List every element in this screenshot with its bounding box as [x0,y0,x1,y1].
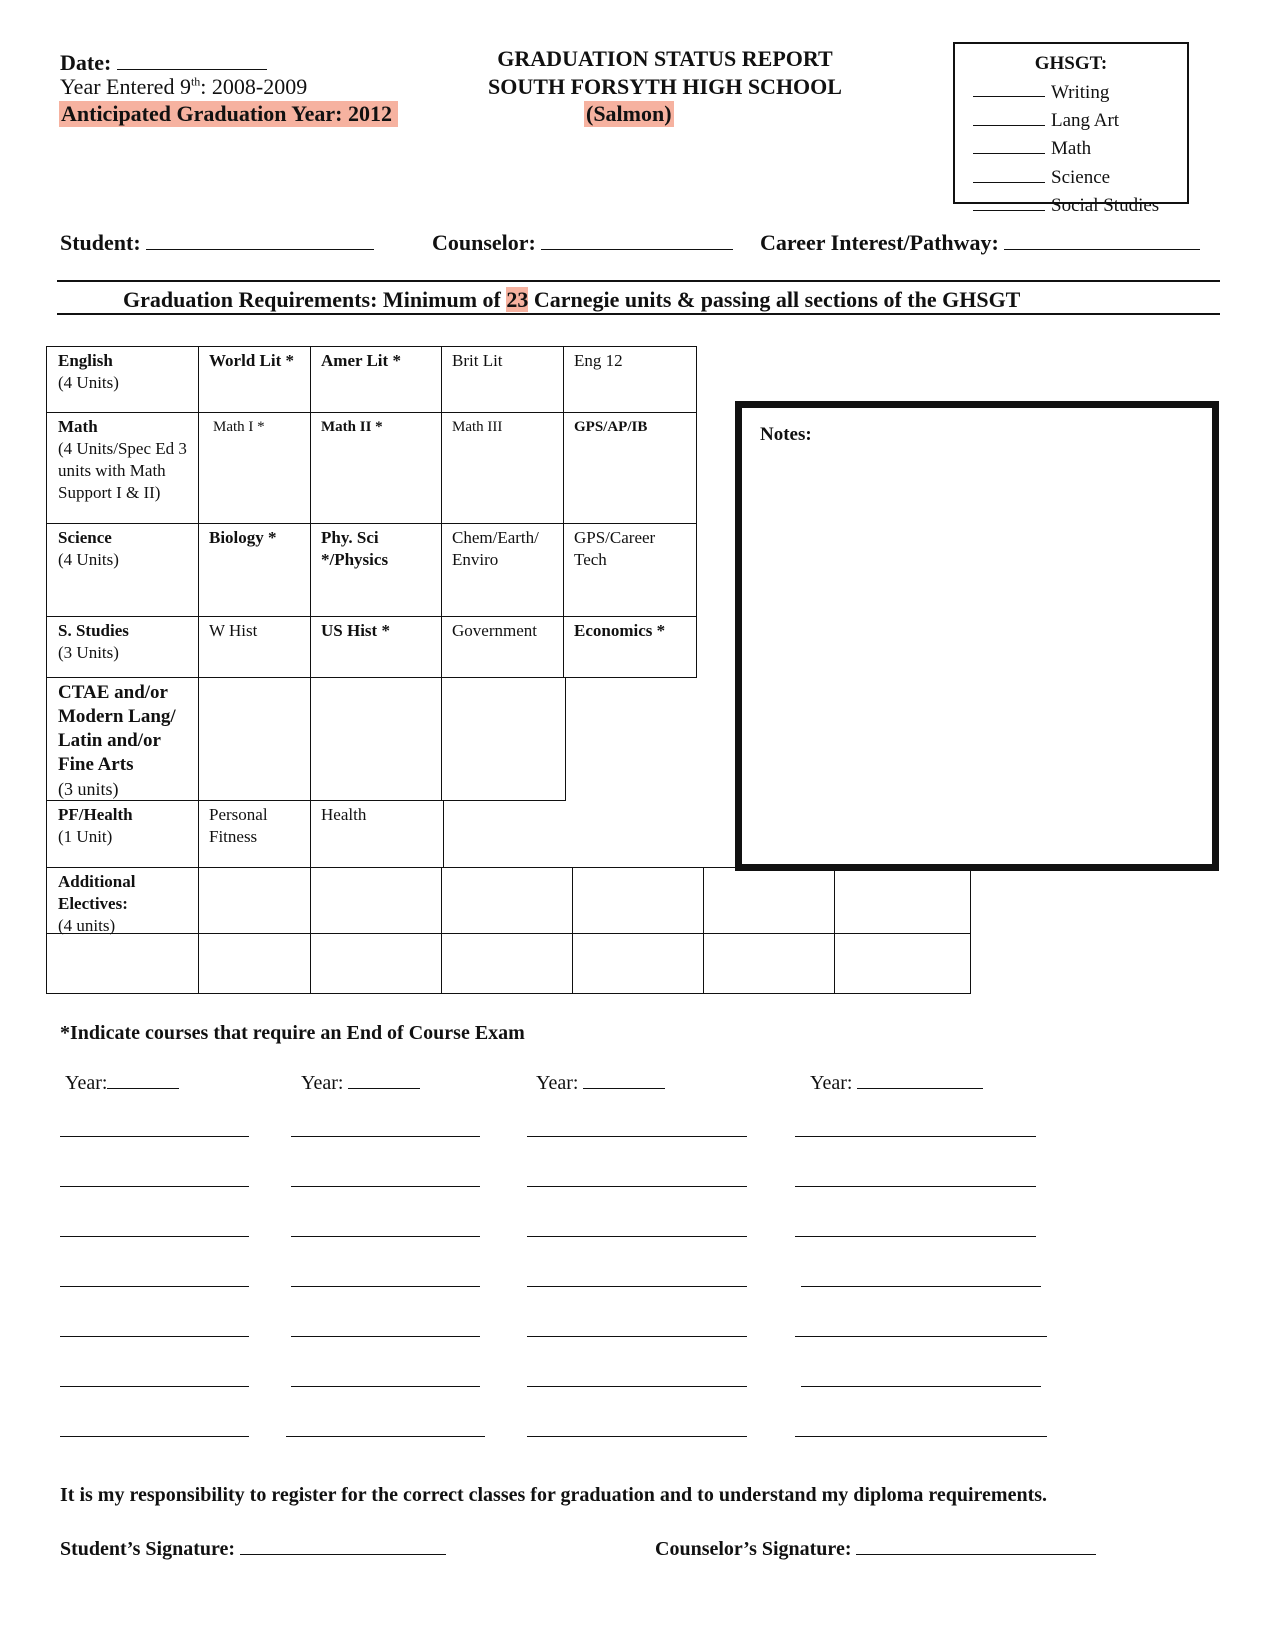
student-signature-row: Student’s Signature: [60,1533,446,1561]
pf-health[interactable]: Health [310,800,444,868]
ghsgt-box [953,42,1189,217]
school-color: (Salmon) [586,101,672,126]
elective-cell[interactable] [441,933,573,994]
sstudies-w-hist[interactable]: W Hist [198,616,311,678]
pf-personal-fitness[interactable]: Personal Fitness [198,800,311,868]
ghsgt-science-field[interactable] [973,162,1045,183]
counselor-field[interactable] [541,226,733,250]
notes-label: Notes: [760,424,812,445]
course-line[interactable] [60,1286,249,1287]
counselor-signature-row: Counselor’s Signature: [655,1533,1096,1561]
ctae-cell-2[interactable] [310,677,442,801]
sstudies-government[interactable]: Government [441,616,564,678]
course-line[interactable] [60,1236,249,1237]
year-label-2: Year: [301,1067,420,1095]
ctae-cell-1[interactable] [198,677,311,801]
course-line[interactable] [60,1436,249,1437]
counselor-row: Counselor: [432,226,733,256]
math-math-3[interactable]: Math III [441,412,564,524]
math-label: Math (4 Units/Spec Ed 3 units with Math Support I & II) [46,412,199,524]
divider-bottom [57,313,1220,315]
english-label: English (4 Units) [46,346,199,413]
course-line[interactable] [527,1136,747,1137]
english-brit-lit[interactable]: Brit Lit [441,346,564,413]
year-field-3[interactable] [583,1067,665,1089]
course-line[interactable] [801,1286,1041,1287]
course-line[interactable] [291,1236,480,1237]
elective-cell[interactable] [834,867,971,934]
elective-cell[interactable] [703,867,835,934]
elective-cell[interactable] [441,867,573,934]
year-field-1[interactable] [107,1067,179,1089]
elective-cell[interactable] [834,933,971,994]
english-world-lit[interactable]: World Lit * [198,346,311,413]
year-label-4: Year: [810,1067,983,1095]
course-line[interactable] [291,1386,480,1387]
english-amer-lit[interactable]: Amer Lit * [310,346,442,413]
course-line[interactable] [795,1436,1047,1437]
student-field[interactable] [146,226,374,250]
school-name: SOUTH FORSYTH HIGH SCHOOL [488,74,842,99]
ghsgt-math: Math [973,133,1187,161]
course-line[interactable] [60,1336,249,1337]
math-gps-ap-ib[interactable]: GPS/AP/IB [563,412,697,524]
course-line[interactable] [795,1186,1036,1187]
science-biology[interactable]: Biology * [198,523,311,617]
anticipated-graduation: Anticipated Graduation Year: 2012 [59,101,398,127]
ctae-label: CTAE and/or Modern Lang/ Latin and/or Fine Arts (3 units) [46,677,199,801]
ghsgt-writing-field[interactable] [973,77,1045,98]
elective-cell[interactable] [572,867,704,934]
course-line[interactable] [527,1286,747,1287]
course-line[interactable] [795,1336,1047,1337]
course-line[interactable] [795,1136,1036,1137]
elective-cell[interactable] [46,933,199,994]
course-line[interactable] [291,1336,480,1337]
course-line[interactable] [291,1286,480,1287]
elective-cell[interactable] [198,933,311,994]
career-row: Career Interest/Pathway: [760,226,1200,256]
ghsgt-lang-art: Lang Art [973,105,1187,133]
course-line[interactable] [60,1186,249,1187]
course-line[interactable] [527,1386,747,1387]
ghsgt-social-studies-field[interactable] [973,190,1045,211]
divider-top [57,280,1220,282]
math-math-1[interactable]: Math I * [198,412,311,524]
student-row: Student: [60,226,374,256]
sstudies-label: S. Studies (3 Units) [46,616,199,678]
eoc-note: *Indicate courses that require an End of Course Exam [60,1022,525,1044]
sstudies-economics[interactable]: Economics * [563,616,697,678]
ghsgt-social-studies: Social Studies [973,190,1187,218]
year-entered: Year Entered 9th: 2008-2009 [60,74,308,99]
course-line[interactable] [795,1236,1036,1237]
science-gps-career[interactable]: GPS/Career Tech [563,523,697,617]
course-line[interactable] [60,1136,249,1137]
course-line[interactable] [291,1136,480,1137]
course-line[interactable] [291,1186,480,1187]
electives-label: Additional Electives: (4 units) [46,867,199,934]
ghsgt-science: Science [973,162,1187,190]
ghsgt-title: GHSGT: [1034,53,1108,74]
elective-cell[interactable] [310,867,442,934]
science-phy-sci[interactable]: Phy. Sci */Physics [310,523,442,617]
ctae-cell-3[interactable] [441,677,566,801]
graduation-requirements: Graduation Requirements: Minimum of 23 Carnegie units & passing all sections of the GHSGT [123,287,1021,312]
pf-health-label: PF/Health (1 Unit) [46,800,199,868]
ghsgt-writing: Writing [973,77,1187,105]
date-field[interactable] [117,46,267,70]
course-line[interactable] [286,1436,485,1437]
date-label: Date: [60,46,267,76]
elective-cell[interactable] [198,867,311,934]
course-line[interactable] [801,1386,1041,1387]
counselor-signature-field[interactable] [856,1533,1096,1555]
year-label-3: Year: [536,1067,665,1095]
science-label: Science (4 Units) [46,523,199,617]
course-line[interactable] [527,1186,747,1187]
year-label-1: Year: [65,1067,179,1095]
course-line[interactable] [527,1336,747,1337]
student-signature-field[interactable] [240,1533,446,1555]
elective-cell[interactable] [703,933,835,994]
english-eng-12[interactable]: Eng 12 [563,346,697,413]
science-chem-earth[interactable]: Chem/Earth/ Enviro [441,523,564,617]
ghsgt-math-field[interactable] [973,133,1045,154]
course-line[interactable] [527,1436,747,1437]
responsibility-statement: It is my responsibility to register for the correct classes for graduation and to understand my diploma requirements. [60,1484,1048,1506]
sstudies-us-hist[interactable]: US Hist * [310,616,442,678]
year-field-2[interactable] [348,1067,420,1089]
elective-cell[interactable] [310,933,442,994]
course-line[interactable] [60,1386,249,1387]
year-field-4[interactable] [857,1067,983,1089]
elective-cell[interactable] [572,933,704,994]
notes-box[interactable] [735,401,1219,871]
math-math-2[interactable]: Math II * [310,412,442,524]
ghsgt-lang-art-field[interactable] [973,105,1045,126]
career-field[interactable] [1004,226,1200,250]
report-title: GRADUATION STATUS REPORT [497,46,833,71]
course-line[interactable] [527,1236,747,1237]
